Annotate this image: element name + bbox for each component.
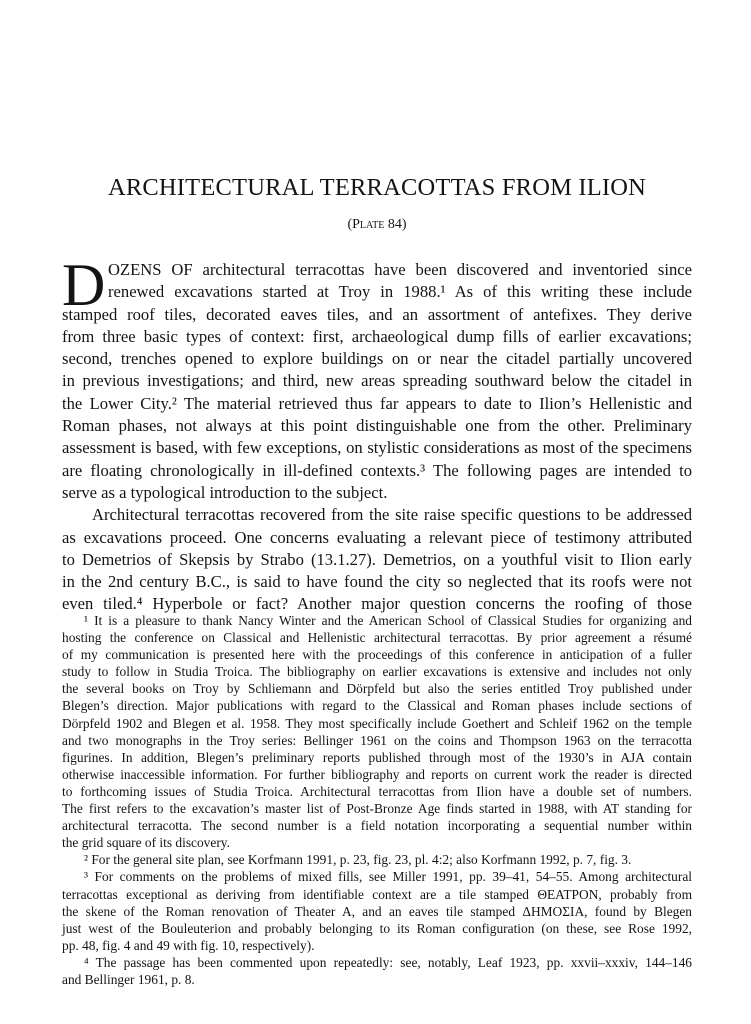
footnote-line: ² For the general site plan, see Korfmann 1991, p. 23, fig. 23, pl. 4:2; also Korfmann 1992, p. 7, fig. 3.: [84, 852, 632, 868]
body-line: to Demetrios of Skepsis by Strabo (13.1.27). Demetrios, on a youthful visit to Ilion early: [62, 549, 692, 569]
article-body: [62, 252, 692, 616]
footnote-line: and Bellinger 1961, p. 8.: [62, 971, 195, 987]
body-line: renewed excavations started at Troy in 1988.¹ As of this writing these include: [108, 282, 692, 302]
article-title: ARCHITECTURAL TERRACOTTAS FROM ILION: [107, 174, 647, 201]
footnote-line: Dörpfeld 1902 and Blegen et al. 1958. They most specifically include Goethert and Schleif 1962 on the temple: [62, 715, 692, 731]
body-line: serve as a typological introduction to the subject.: [62, 482, 388, 502]
footnote-line: architectural terracotta. The second number is a field notation incorporating a sequential number within: [62, 818, 692, 834]
footnotes: [62, 612, 692, 988]
body-line: even tiled.⁴ Hyperbole or fact? Another major question concerns the roofing of those: [62, 594, 692, 614]
drop-cap: D: [62, 252, 106, 318]
body-line: assessment is based, with few exceptions, on stylistic considerations as most of the specimens: [62, 438, 692, 458]
body-line: the Lower City.² The material retrieved thus far appears to date to Ilion’s Hellenistic and: [62, 393, 692, 413]
body-line: Roman phases, not always at this point distinguishable one from the other. Preliminary: [62, 416, 692, 436]
body-line: in the 2nd century B.C., is said to have found the city so neglected that its roofs were not: [62, 572, 692, 592]
body-line: stamped roof tiles, decorated eaves tiles, and an assortment of antefixes. They derive: [62, 304, 692, 324]
footnote-line: study to follow in Studia Troica. The bibliography on earlier excavations is extensive and includes not only: [62, 664, 692, 680]
footnote-line: The first refers to the excavation’s master list of Post-Bronze Age finds started in 1988, with AT standing for: [62, 801, 692, 817]
footnote-line: pp. 48, fig. 4 and 49 with fig. 10, respectively).: [62, 937, 315, 953]
body-line: from three basic types of context: first, archaeological dump fills of earlier excavations;: [62, 326, 692, 346]
footnote-line: otherwise inaccessible information. For further bibliography and reports on current work the reader is directed: [62, 766, 692, 782]
footnote-line: to forthcoming issues of Studia Troica. Architectural terracottas from Ilion have a double set of numbers.: [62, 783, 692, 799]
footnote-line: ¹ It is a pleasure to thank Nancy Winter and the American School of Classical Studies for organizing and: [84, 613, 692, 628]
footnote-line: ⁴ The passage has been commented upon repeatedly: see, notably, Leaf 1923, pp. xxvii–xxxiv, 144–146: [84, 954, 692, 970]
body-line: in previous investigations; and third, new areas spreading southward below the citadel in: [62, 371, 692, 391]
footnote-line: figurines. In addition, Blegen’s preliminary reports published through most of the 1930’s in AJA contain: [62, 749, 692, 765]
body-line: OZENS OF architectural terracottas have been discovered and inventoried since: [108, 260, 692, 279]
footnote-line: Blegen’s direction. Major publications with regard to the Classical and Roman phases include sections of: [62, 698, 692, 714]
plate-reference: (Plate 84): [347, 217, 407, 232]
body-line: as excavations proceed. One concerns evaluating a relevant piece of testimony attributed: [62, 527, 692, 547]
footnote-line: ³ For comments on the problems of mixed fills, see Miller 1991, pp. 39–41, 54–55. Among architectural: [84, 869, 692, 885]
footnote-line: of my communication is presented here with the proceedings of this conference in anticipation of a fuller: [62, 647, 692, 663]
body-line: are floating chronologically in ill-defined contexts.³ The following pages are intended to: [62, 460, 692, 480]
footnote-line: the several books on Troy by Schliemann and Dörpfeld but also the series entitled Troy published under: [62, 681, 692, 697]
footnote-line: hosting the conference on Classical and Hellenistic architectural terracottas. By prior agreement a résumé: [62, 630, 692, 646]
footnote-line: the skene of the Roman renovation of Theater A, and an eaves tile stamped ΔΗΜΟΣΙΑ, found by Blegen: [62, 903, 692, 919]
footnote-line: and two monographs in the Troy series: Bellinger 1961 on the coins and Thompson 1963 on the terracotta: [62, 732, 692, 748]
footnote-line: just west of the Bouleuterion and probably belonging to its Roman configuration (on these, see Rose 1992,: [62, 920, 692, 936]
body-line: Architectural terracottas recovered from the site raise specific questions to be addressed: [92, 505, 692, 525]
footnote-line: terracottas exceptional as deriving from identifiable context are a tile stamped ΘΕΑΤΡΟΝ, probably from: [62, 886, 692, 902]
footnote-line: the grid square of its discovery.: [62, 835, 230, 851]
body-line: second, trenches opened to explore buildings on or near the citadel partially uncovered: [62, 349, 692, 369]
